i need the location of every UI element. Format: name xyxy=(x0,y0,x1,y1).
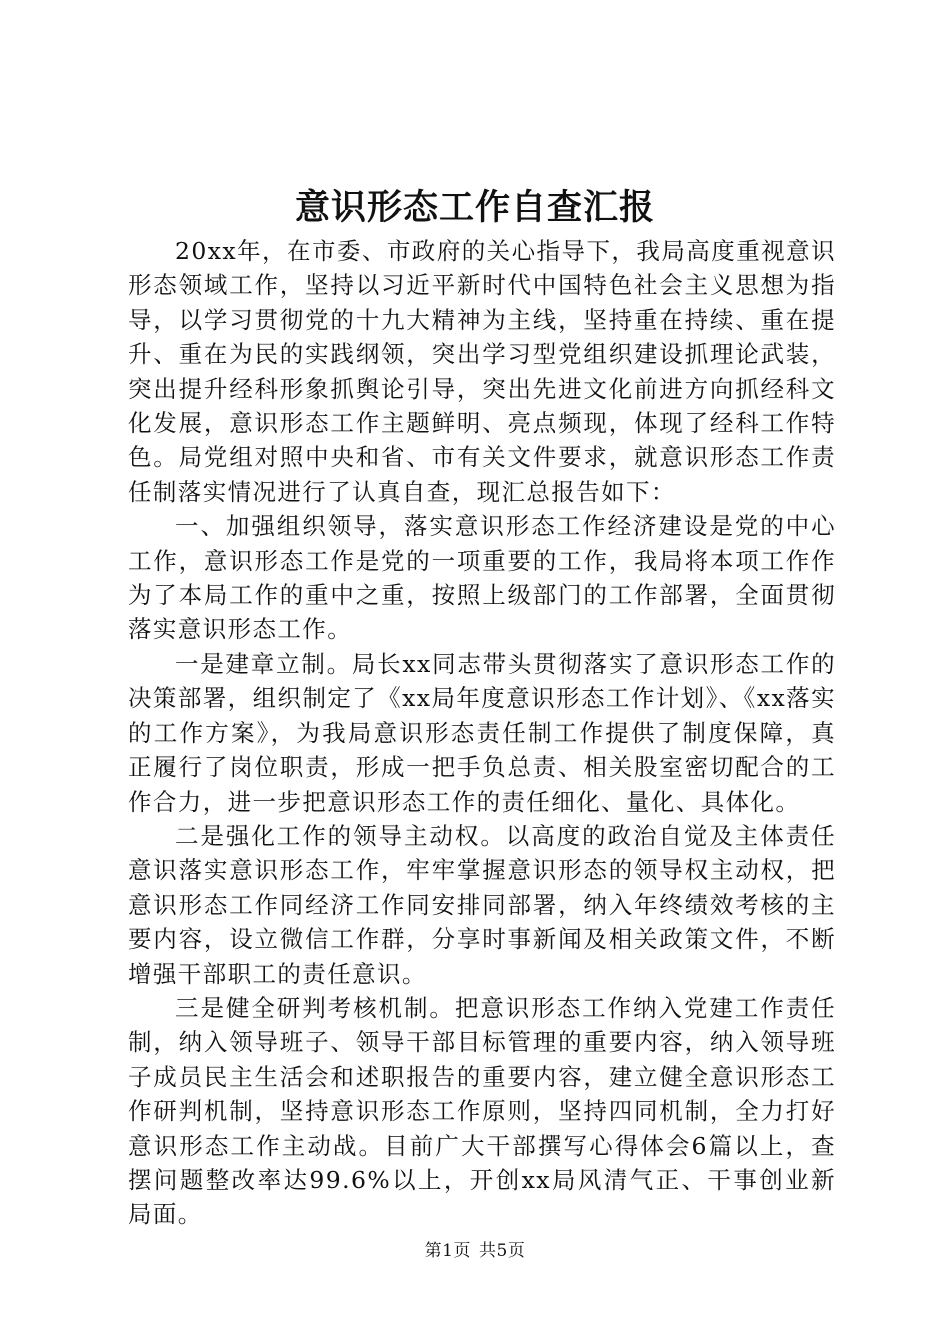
paragraph-intro: 20xx年，在市委、市政府的关心指导下，我局高度重视意识形态领域工作，坚持以习近平新时代中国特色社会主义思想为指导，以学习贯彻党的十九大精神为主线，坚持重在持续、重在提升、重在为民的实践纲领，突出学习型党组织建设抓理论武装，突出提升经科形象抓舆论引导，突出先进文化前进方向抓经科文化发展，意识形态工作主题鲜明、亮点频现，体现了经科工作特色。局党组对照中央和省、市有关文件要求，就意识形态工作责任制落实情况进行了认真自查，现汇总报告如下： xyxy=(128,237,836,506)
page-number: 第1页 xyxy=(424,1241,471,1261)
page-footer xyxy=(0,1239,950,1263)
paragraph-rules: 一是建章立制。局长xx同志带头贯彻落实了意识形态工作的决策部署，组织制定了《xx局年度意识形态工作计划》、《xx落实的工作方案》，为我局意识形态责任制工作提供了制度保障，真正履行了岗位职责，形成一把手负总责、相关股室密切配合的工作合力，进一步把意识形态工作的责任细化、量化、具体化。 xyxy=(128,649,836,816)
document-body xyxy=(128,234,836,1232)
document-title: 意识形态工作自查汇报 xyxy=(294,187,655,228)
paragraph-section-one: 一、加强组织领导，落实意识形态工作经济建设是党的中心工作，意识形态工作是党的一项重要的工作，我局将本项工作作为了本局工作的重中之重，按照上级部门的工作部署，全面贯彻落实意识形态工作。 xyxy=(128,512,836,644)
paragraph-assessment: 三是健全研判考核机制。把意识形态工作纳入党建工作责任制，纳入领导班子、领导干部目标管理的重要内容，纳入领导班子成员民主生活会和述职报告的重要内容，建立健全意识形态工作研判机制，坚持意识形态工作原则，坚持四同机制，全力打好意识形态工作主动战。目前广大干部撰写心得体会6篇以上，查摆问题整改率达99.6%以上，开创xx局风清气正、干事创业新局面。 xyxy=(128,993,836,1229)
paragraph-leadership: 二是强化工作的领导主动权。以高度的政治自觉及主体责任意识落实意识形态工作，牢牢掌握意识形态的领导权主动权，把意识形态工作同经济工作同安排同部署，纳入年终绩效考核的主要内容，设立微信工作群，分享时事新闻及相关政策文件，不断增强干部职工的责任意识。 xyxy=(128,821,836,988)
page-total: 共5页 xyxy=(479,1241,526,1261)
